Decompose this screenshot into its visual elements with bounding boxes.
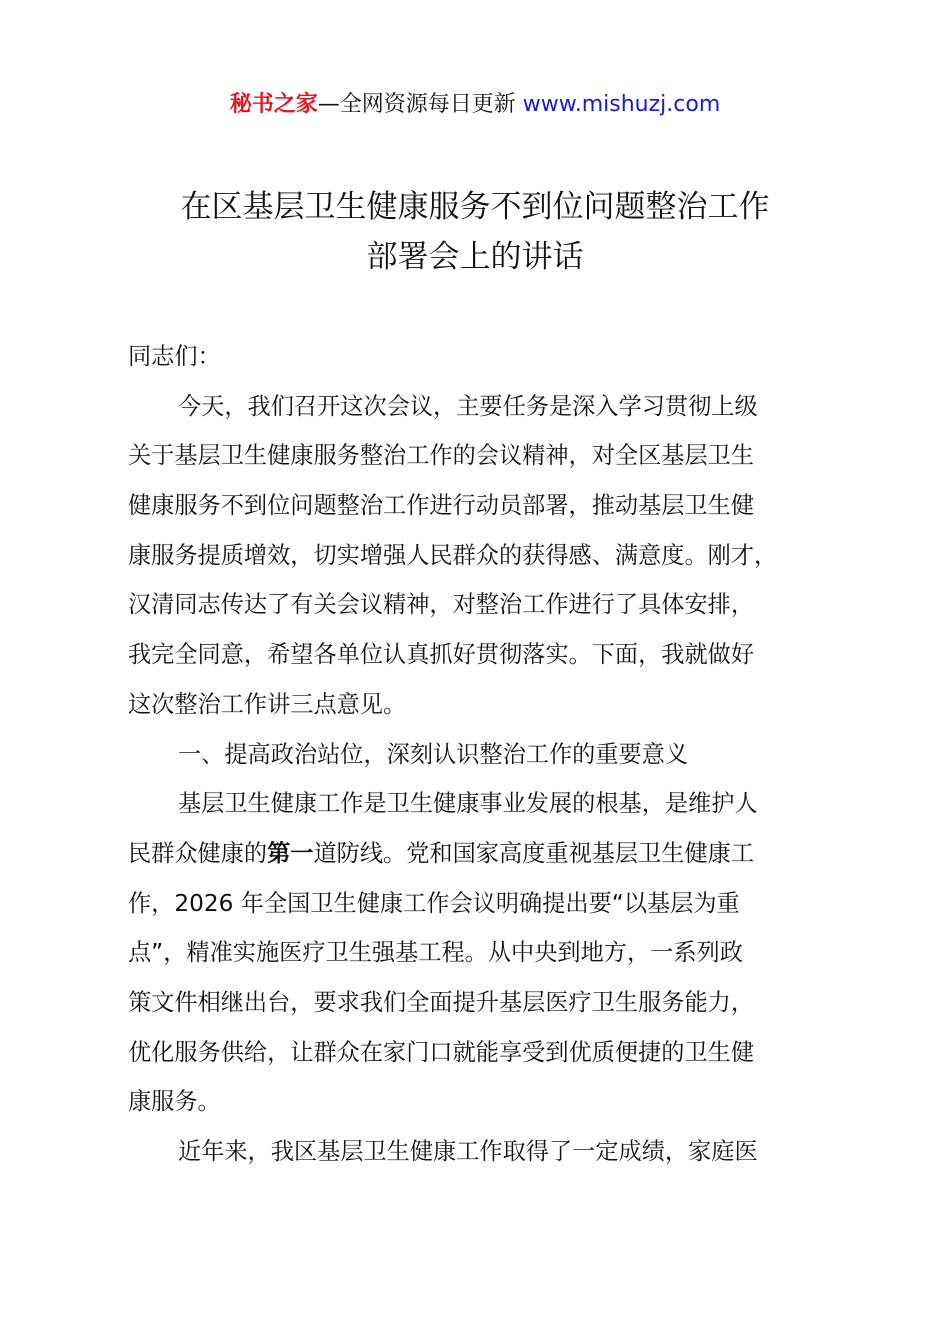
document-body <box>128 338 848 1183</box>
text-line: 关于基层卫生健康服务整治工作的会议精神，对全区基层卫生 <box>128 442 755 470</box>
text-line: 这次整治工作讲三点意见。 <box>128 690 407 718</box>
paragraph-achievements <box>128 1133 848 1183</box>
bold-text: 第一 <box>267 839 314 867</box>
text-line: 策文件相继出台，要求我们全面提升基层医疗卫生服务能力， <box>128 988 755 1016</box>
paragraph-intro <box>128 388 848 736</box>
site-header <box>0 88 950 122</box>
text-line: 基层卫生健康工作是卫生健康事业发展的根基，是维护人 <box>178 790 758 818</box>
text-run: 民群众健康的 <box>128 839 268 867</box>
text-line: 近年来，我区基层卫生健康工作取得了一定成绩，家庭医 <box>178 1138 758 1165</box>
text-line: 康服务提质增效，切实增强人民群众的获得感、满意度。刚才， <box>128 541 778 569</box>
paragraph-foundation <box>128 785 848 1133</box>
text-line: 作，2026 年全国卫生健康工作会议明确提出要“以基层为重 <box>128 889 740 917</box>
text-run: 道防线。党和国家高度重视基层卫生健康工 <box>313 839 755 867</box>
text-line: 优化服务供给，让群众在家门口就能享受到优质便捷的卫生健 <box>128 1038 755 1066</box>
title-line: 在区基层卫生健康服务不到位问题整治工作 <box>180 189 770 225</box>
text-line: 健康服务不到位问题整治工作进行动员部署，推动基层卫生健 <box>128 492 755 520</box>
text-line: 我完全同意，希望各单位认真抓好贯彻落实。下面，我就做好 <box>128 641 755 669</box>
header-slogan: —全网资源每日更新 <box>317 92 516 117</box>
brand-name: 秘书之家 <box>229 92 318 117</box>
document-title <box>0 182 950 282</box>
text-line <box>128 835 848 885</box>
section-heading: 一、提高政治站位，深刻认识整治工作的重要意义 <box>178 740 689 768</box>
text-line: 汉清同志传达了有关会议精神，对整治工作进行了具体安排， <box>128 591 755 619</box>
text-line: 今天，我们召开这次会议，主要任务是深入学习贯彻上级 <box>178 392 758 420</box>
text-line: 点”，精准实施医疗卫生强基工程。从中央到地方，一系列政 <box>128 939 743 967</box>
salutation: 同志们： <box>128 343 221 370</box>
site-url-link[interactable]: www.mishuzj.com <box>522 92 721 117</box>
title-line: 部署会上的讲话 <box>366 239 584 275</box>
text-line: 康服务。 <box>128 1088 221 1116</box>
